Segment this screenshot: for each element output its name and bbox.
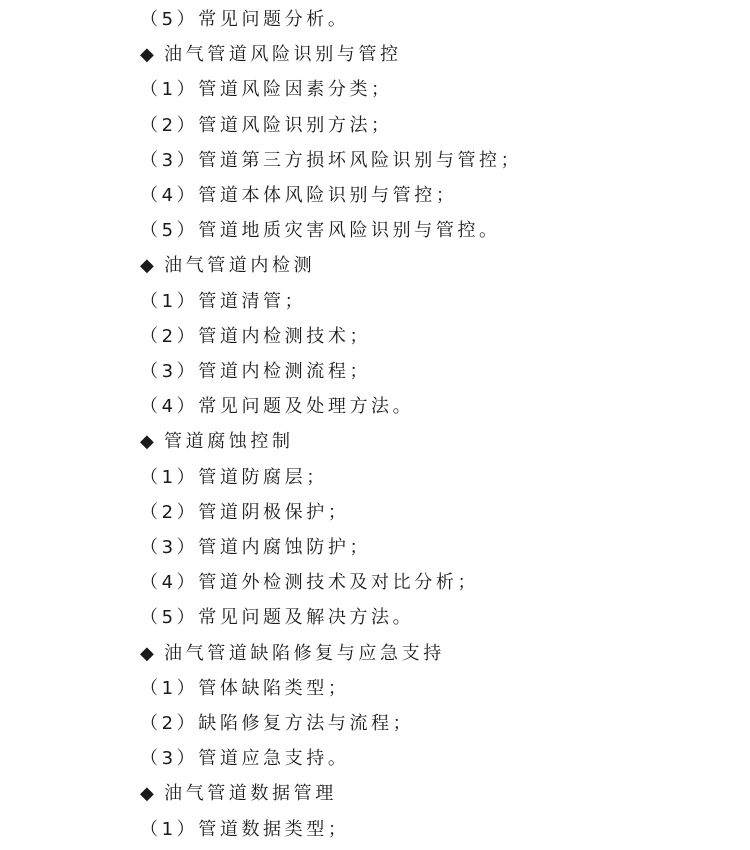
list-item: （5）常见问题及解决方法。 xyxy=(140,607,415,629)
list-item: （4）管道外检测技术及对比分析； xyxy=(140,572,480,594)
section-heading-text: 油气管道缺陷修复与应急支持 xyxy=(164,642,445,664)
section-heading xyxy=(140,636,445,671)
diamond-bullet-icon: ◆ xyxy=(140,783,154,805)
section-heading-text: 管道腐蚀控制 xyxy=(164,431,294,453)
section-heading-text: 油气管道内检测 xyxy=(164,255,316,277)
list-item: （2）缺陷修复方法与流程； xyxy=(140,713,415,734)
diamond-bullet-icon: ◆ xyxy=(140,44,154,66)
section-heading xyxy=(140,424,294,459)
diamond-bullet-icon: ◆ xyxy=(140,255,154,277)
list-item: （1）管道风险因素分类； xyxy=(140,79,393,101)
list-item: （1）管道清管； xyxy=(140,290,307,312)
diamond-bullet-icon: ◆ xyxy=(140,431,154,453)
section-heading xyxy=(140,248,315,283)
list-item: （1）管道数据类型； xyxy=(140,818,350,840)
section-heading xyxy=(140,37,402,72)
list-item: （4）管道本体风险识别与管控； xyxy=(140,185,458,206)
list-item: （2）管道阴极保护； xyxy=(140,501,350,523)
list-item: （1）管体缺陷类型； xyxy=(140,677,350,699)
list-item: （1）管道防腐层； xyxy=(140,466,328,488)
list-item: （5）管道地质灾害风险识别与管控。 xyxy=(140,220,501,242)
list-item: （5）常见问题分析。 xyxy=(140,9,350,30)
list-item: （2）管道风险识别方法； xyxy=(140,114,393,136)
diamond-bullet-icon: ◆ xyxy=(140,642,154,664)
list-item: （3）管道第三方损坏风险识别与管控； xyxy=(140,149,523,171)
section-heading xyxy=(140,776,337,811)
list-item: （3）管道内检测流程； xyxy=(140,361,372,382)
list-item: （3）管道内腐蚀防护； xyxy=(140,537,372,558)
list-item: （3）管道应急支持。 xyxy=(140,748,350,770)
list-item: （4）常见问题及处理方法。 xyxy=(140,396,415,418)
section-heading-text: 油气管道风险识别与管控 xyxy=(164,44,402,66)
list-item: （2）管道内检测技术； xyxy=(140,325,372,347)
section-heading-text: 油气管道数据管理 xyxy=(164,783,337,805)
